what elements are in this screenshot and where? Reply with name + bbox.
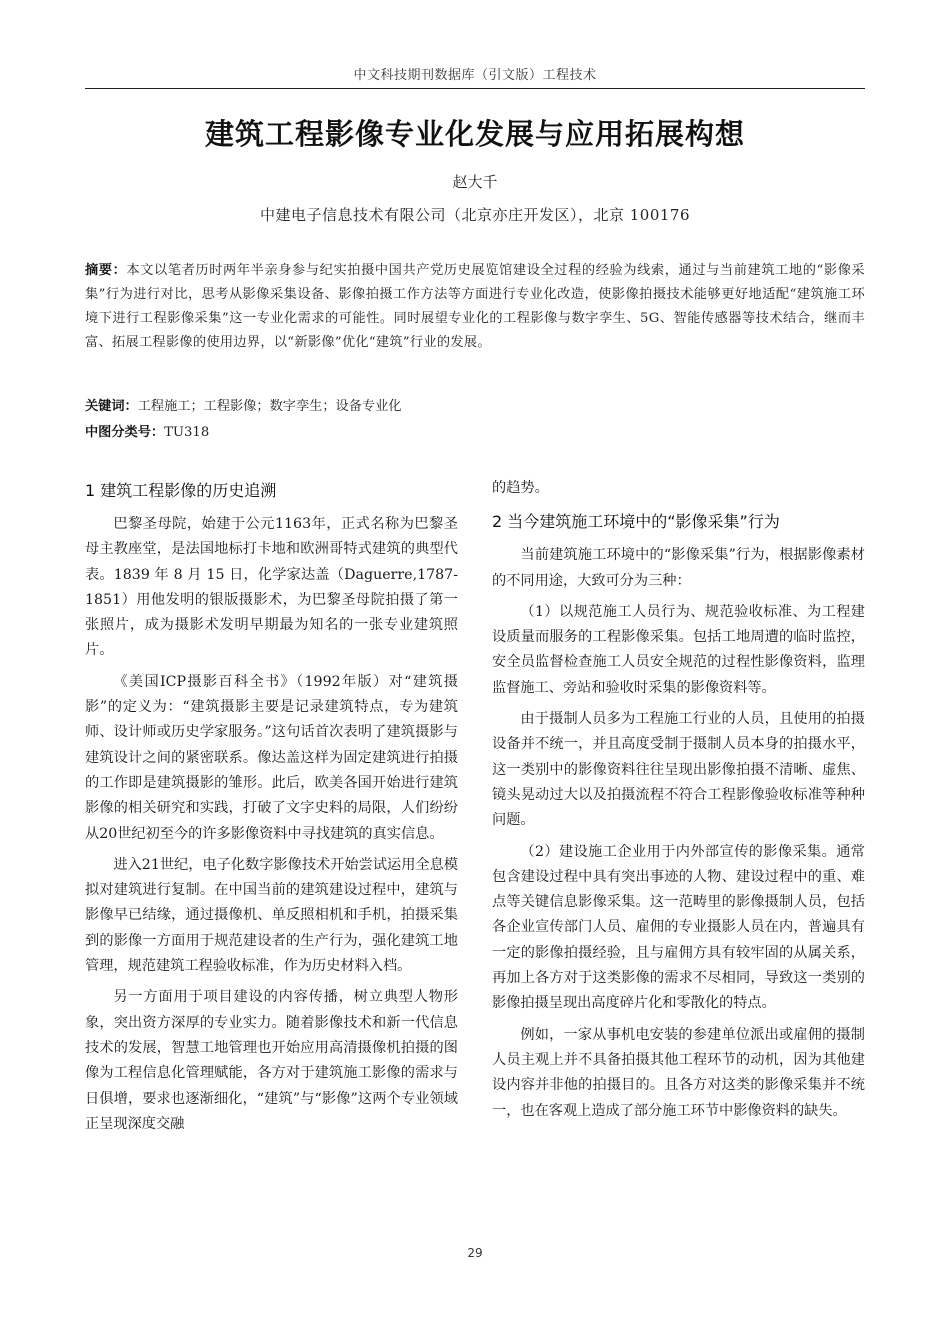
journal-header: 中文科技期刊数据库（引文版）工程技术 [353, 68, 597, 83]
paragraph: 当前建筑施工环境中的“影像采集”行为，根据影像素材的不同用途，大致可分为三种： [492, 547, 865, 589]
article-title: 建筑工程影像专业化发展与应用拓展构想 [204, 117, 745, 151]
left-column [85, 476, 458, 1143]
classification-label: 中图分类号： [85, 425, 165, 440]
keywords-text: 工程施工；工程影像；数字孪生；设备专业化 [137, 399, 402, 414]
section-heading-2: 2 当今建筑施工环境中的“影像采集”行为 [492, 512, 780, 532]
classification-text: TU318 [164, 425, 210, 440]
paragraph: 进入21世纪，电子化数字影像技术开始尝试运用全息模拟对建筑进行复制。在中国当前的建筑建设过程中，建筑与影像早已结缘，通过摄像机、单反照相机和手机，拍摄采集到的影像一方面用于规范建设者的生产行为，强化建筑工地管理，规范建筑工程验收标准，作为历史材料入档。 [85, 856, 458, 975]
paragraph: （1）以规范施工人员行为、规范验收标准、为工程建设质量而服务的工程影像采集。包括工地周遭的临时监控，安全员监督检查施工人员安全规范的过程性影像资料，监理监督施工、旁站和验收时采集的影像资料等。 [492, 603, 865, 696]
abstract-text: 本文以笔者历时两年半亲身参与纪实拍摄中国共产党历史展览馆建设全过程的经验为线索，通过与当前建筑工地的“影像采集”行为进行对比，思考从影像采集设备、影像拍摄工作方法等方面进行专业化改造，使影像拍摄技术能够更好地适配“建筑施工环境下进行工程影像采集”这一专业化需求的可能性。同时展望专业化的工程影像与数字孪生、5G、智能传感器等技术结合，继而丰富、拓展工程影像的使用边界，以“新影像”优化“建筑”行业的发展。 [85, 263, 866, 350]
classification [85, 421, 865, 440]
abstract-label: 摘要： [85, 263, 127, 278]
article-author: 赵大千 [452, 173, 498, 191]
paragraph: 例如，一家从事机电安装的参建单位派出或雇佣的摄制人员主观上并不具备拍摄其他工程环节的动机，因为其他建设内容并非他的拍摄目的。且各方对这类的影像采集并不统一，也在客观上造成了部分施工环节中影像资料的缺失。 [492, 1026, 865, 1119]
paragraph: 由于摄制人员多为工程施工行业的人员，且使用的拍摄设备并不统一，并且高度受制于摄制人员本身的拍摄水平，这一类别中的影像资料往往呈现出影像拍摄不清晰、虚焦、镜头晃动过大以及拍摄流程不符合工程影像验收标准等种种问题。 [492, 711, 865, 829]
abstract [85, 259, 865, 355]
page-number: 29 [467, 1246, 483, 1260]
paragraph: 巴黎圣母院，始建于公元1163年，正式名称为巴黎圣母主教座堂，是法国地标打卡地和欧洲哥特式建筑的典型代表。1839 年 8 月 15 日，化学家达盖（Daguerre,1787-1851）用他发明的银版摄影术，为巴黎圣母院拍摄了第一张照片，成为摄影术发明早期最为知名的一张专业建筑照片。 [85, 516, 458, 659]
header-rule [85, 88, 865, 89]
right-column [492, 476, 865, 1130]
paragraph: 另一方面用于项目建设的内容传播，树立典型人物形象，突出资方深厚的专业实力。随着影像技术和新一代信息技术的发展，智慧工地管理也开始应用高清摄像机拍摄的图像为工程信息化管理赋能，各方对于建筑施工影像的需求与日俱增，要求也逐渐细化，“建筑”与“影像”这两个专业领域正呈现深度交融 [85, 989, 458, 1132]
keywords-label: 关键词： [85, 399, 138, 414]
paragraph-continuation: 的趋势。 [492, 480, 549, 496]
section-heading-1: 1 建筑工程影像的历史追溯 [85, 481, 277, 500]
keywords [85, 395, 865, 414]
paragraph: 《美国ICP摄影百科全书》（1992年版）对“建筑摄影”的定义为：“建筑摄影主要是记录建筑特点，专为建筑师、设计师或历史学家服务。”这句话首次表明了建筑摄影与建筑设计之间的紧密联系。像达盖这样为固定建筑进行拍摄的工作即是建筑摄影的雏形。此后，欧美各国开始进行建筑影像的相关研究和实践，打破了文字史料的局限，人们纷纷从20世纪初至今的许多影像资料中寻找建筑的真实信息。 [85, 673, 458, 842]
author-affiliation: 中建电子信息技术有限公司（北京亦庄开发区），北京 100176 [259, 206, 691, 224]
paragraph: （2）建设施工企业用于内外部宣传的影像采集。通常包含建设过程中具有突出事迹的人物、建设过程中的重、难点等关键信息影像采集。这一范畴里的影像摄制人员，包括各企业宣传部门人员、雇佣的专业摄影人员在内，普遍具有一定的影像拍摄经验，且与雇佣方具有较牢固的从属关系，再加上各方对于这类影像的需求不尽相同，导致这一类别的影像拍摄呈现出高度碎片化和零散化的特点。 [492, 843, 865, 1012]
